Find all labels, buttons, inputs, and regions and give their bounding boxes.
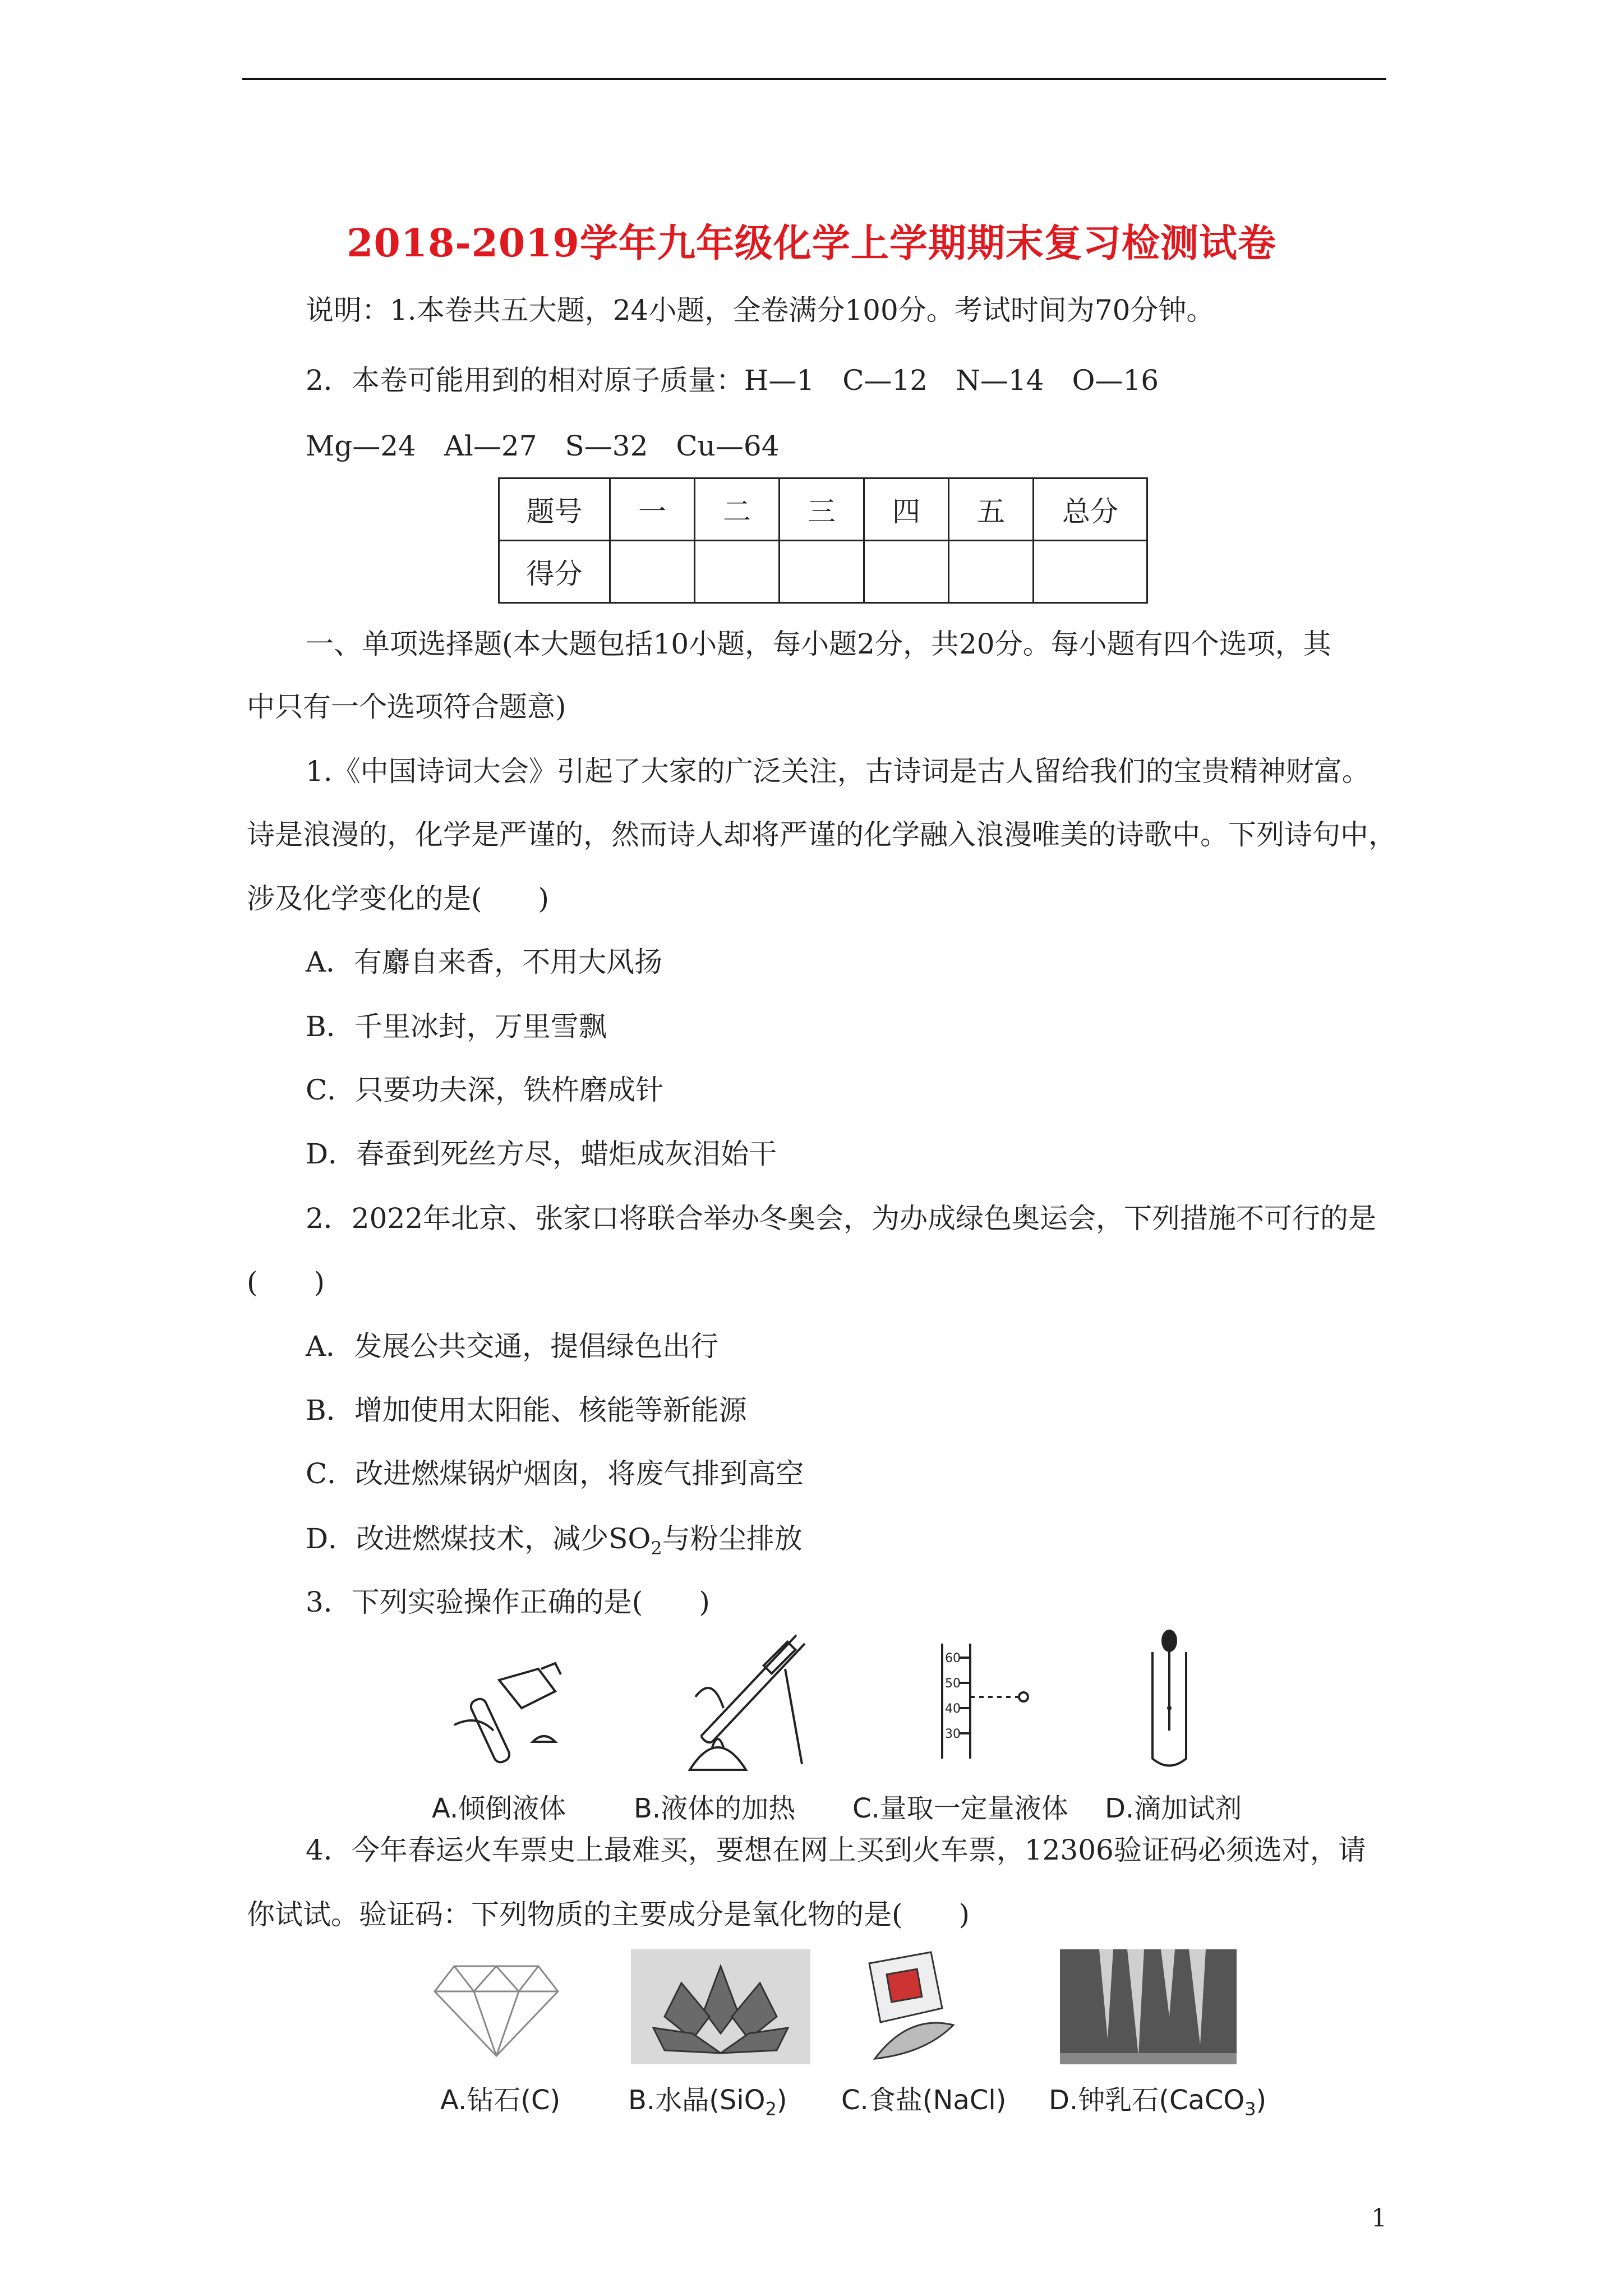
q4-caption-d-subscript: 3	[1244, 2098, 1256, 2120]
page-title: 2018-2019学年九年级化学上学期期末复习检测试卷	[347, 221, 1276, 266]
score-cell	[949, 541, 1034, 603]
table-header-cell: 总分	[1034, 478, 1147, 541]
table-header-cell: 题号	[499, 478, 610, 541]
section1-heading-line2: 中只有一个选项符合题意)	[247, 691, 566, 723]
q3-stem: 3．下列实验操作正确的是( )	[306, 1586, 710, 1618]
q1-stem-line2: 诗是浪漫的，化学是严谨的，然而诗人却将严谨的化学融入浪漫唯美的诗歌中。下列诗句中，	[247, 818, 1396, 851]
q2-option-a: A．发展公共交通，提倡绿色出行	[306, 1330, 719, 1363]
q4-caption-d-text: D.钟乳石(CaCO	[1049, 2085, 1245, 2116]
score-cell	[610, 541, 695, 603]
header-rule	[242, 78, 1386, 80]
table-header-cell: 三	[780, 478, 864, 541]
q3-caption-c: C.量取一定量液体	[852, 1793, 1068, 1824]
dropper-test-tube-icon	[1141, 1630, 1197, 1770]
cylinder-tick-label: 60	[945, 1651, 961, 1665]
score-table-score-row	[499, 541, 1147, 603]
q3-caption-d: D.滴加试剂	[1105, 1793, 1242, 1824]
q4-caption-c: C.食盐(NaCl)	[841, 2085, 1007, 2116]
q1-option-a: A．有麝自来香，不用大风扬	[306, 946, 663, 978]
score-table	[498, 477, 1148, 604]
cylinder-tick-label: 50	[945, 1677, 961, 1691]
pouring-liquid-icon	[443, 1658, 572, 1770]
diamond-icon	[432, 1961, 561, 2059]
score-cell	[864, 541, 949, 603]
q3-caption-a: A.倾倒液体	[432, 1793, 566, 1824]
q4-caption-b-text-end: )	[776, 2085, 787, 2116]
q4-caption-d-text-end: )	[1256, 2085, 1267, 2116]
q4-stem-line1: 4．今年春运火车票史上最难买，要想在网上买到火车票，12306验证码必须选对，请	[306, 1834, 1366, 1866]
salt-bag-icon	[858, 1947, 959, 2064]
table-header-cell: 一	[610, 478, 695, 541]
q1-option-d: D．春蚕到死丝方尽，蜡炬成灰泪始干	[306, 1138, 777, 1170]
stalactite-cave-photo-icon	[1060, 1949, 1237, 2064]
note-line-1: 说明：1.本卷共五大题，24小题，全卷满分100分。考试时间为70分钟。	[306, 294, 1215, 326]
graduated-cylinder-icon	[925, 1641, 1038, 1761]
q1-option-b: B．千里冰封，万里雪飘	[306, 1010, 607, 1043]
q4-stem-line2: 你试试。验证码：下列物质的主要成分是氧化物的是( )	[247, 1898, 970, 1931]
page-number: 1	[1371, 2204, 1387, 2233]
q2-option-c: C．改进燃煤锅炉烟囱，将废气排到高空	[306, 1457, 804, 1490]
section1-heading-line1: 一、单项选择题(本大题包括10小题，每小题2分，共20分。每小题有四个选项，其	[306, 628, 1331, 660]
q4-caption-b-subscript: 2	[765, 2098, 777, 2120]
q2-option-d	[306, 1522, 803, 1565]
q1-stem-line3: 涉及化学变化的是( )	[247, 882, 550, 915]
score-cell	[780, 541, 864, 603]
q2-option-d-subscript: 2	[651, 1538, 662, 1559]
q1-option-c: C．只要功夫深，铁杵磨成针	[306, 1074, 664, 1106]
q2-stem-line1: 2．2022年北京、张家口将联合举办冬奥会，为办成绿色奥运会，下列措施不可行的是	[306, 1202, 1377, 1235]
q2-option-d-text-end: 与粉尘排放	[662, 1522, 803, 1555]
cylinder-tick-label: 40	[945, 1702, 961, 1716]
note-line-2: 2．本卷可能用到的相对原子质量：H—1 C—12 N—14 O—16	[306, 364, 1159, 397]
q2-option-d-text: D．改进燃煤技术，减少SO	[306, 1522, 651, 1555]
q4-caption-a: A.钻石(C)	[440, 2085, 561, 2116]
note-line-3: Mg—24 Al—27 S—32 Cu—64	[306, 430, 780, 462]
score-cell	[695, 541, 780, 603]
q4-caption-b	[628, 2078, 787, 2120]
score-cell	[1034, 541, 1147, 603]
table-header-cell: 五	[949, 478, 1034, 541]
heating-test-tube-icon	[634, 1630, 813, 1775]
q3-caption-b: B.液体的加热	[634, 1793, 796, 1824]
q4-caption-d	[1049, 2078, 1266, 2120]
table-header-cell: 四	[864, 478, 949, 541]
table-row-label: 得分	[499, 541, 610, 603]
cylinder-tick-label: 30	[945, 1727, 961, 1741]
q4-caption-b-text: B.水晶(SiO	[628, 2085, 766, 2116]
score-table-header-row	[499, 478, 1147, 541]
crystal-photo-icon	[631, 1949, 810, 2064]
q2-option-b: B．增加使用太阳能、核能等新能源	[306, 1394, 747, 1427]
q2-stem-line2: ( )	[247, 1266, 325, 1299]
q1-stem-line1: 1.《中国诗词大会》引起了大家的广泛关注，古诗词是古人留给我们的宝贵精神财富。	[306, 755, 1370, 788]
table-header-cell: 二	[695, 478, 780, 541]
